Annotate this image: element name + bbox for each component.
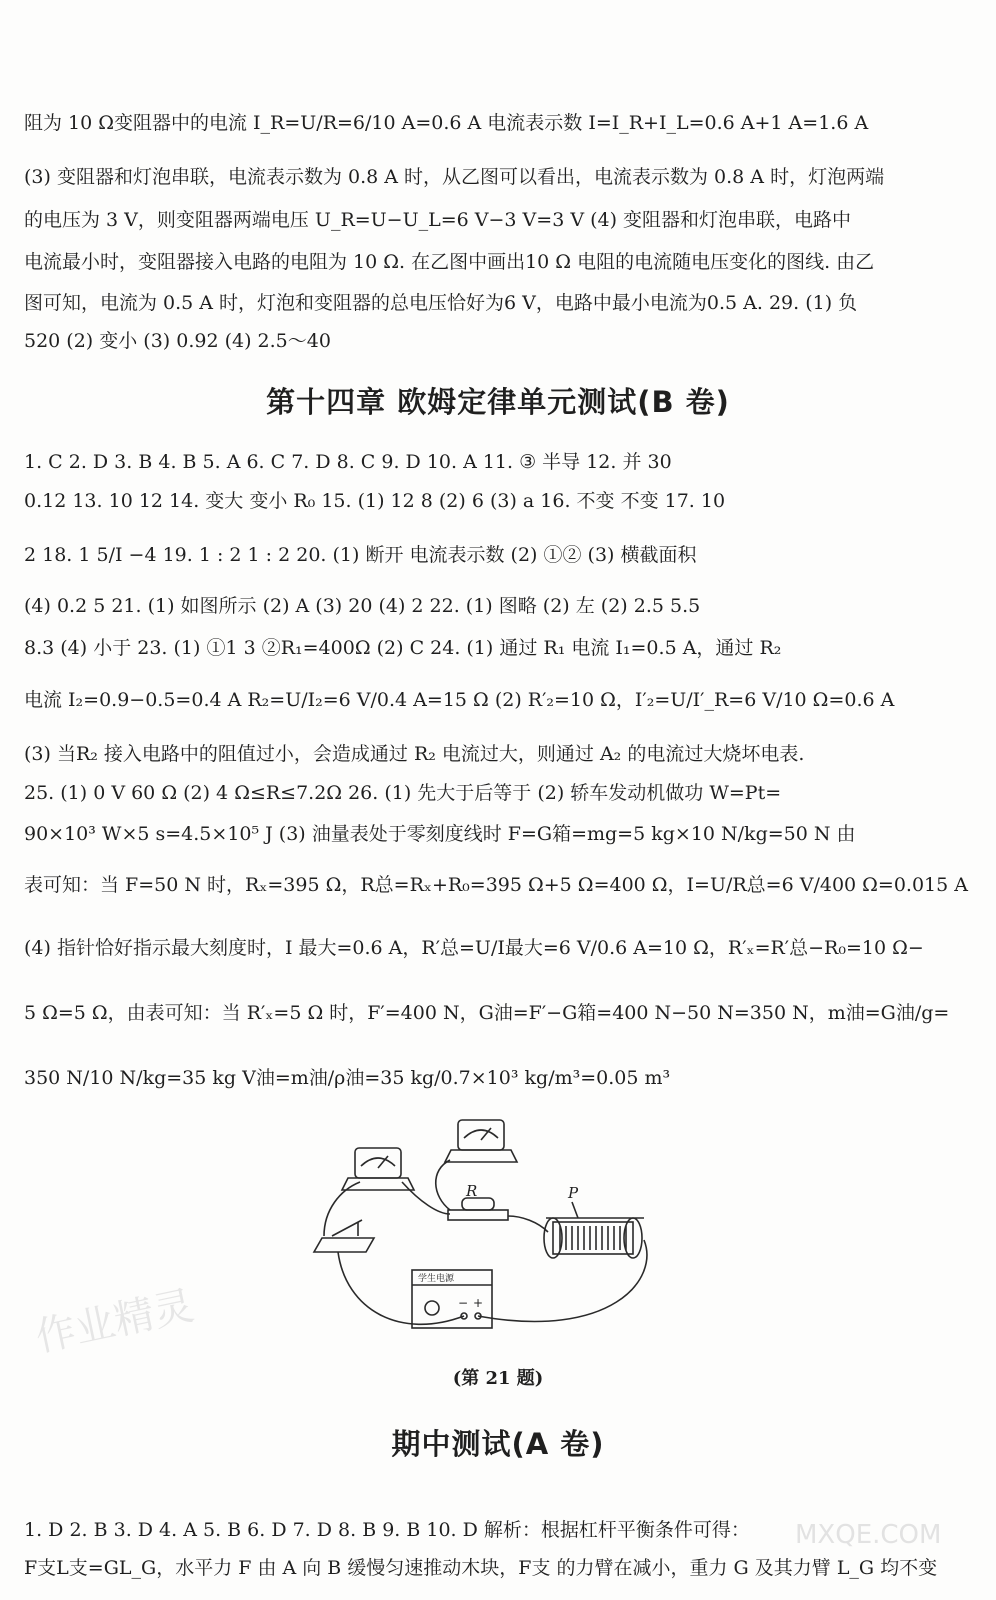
watermark-logo: 作业精灵 bbox=[31, 1282, 198, 1362]
answer-line: (4) 0.2 5 21. (1) 如图所示 (2) A (3) 20 (4) 2 22. (1) 图略 (2) 左 (2) 2.5 5.5 bbox=[24, 595, 701, 617]
answer-line: F支L支=GL_G，水平力 F 由 A 向 B 缓慢匀速推动木块，F支 的力臂在减小，重力 G 及其力臂 L_G 均不变 bbox=[24, 1557, 938, 1579]
answer-line: 25. (1) 0 V 60 Ω (2) 4 Ω≤R≤7.2Ω 26. (1) 先大于后等于 (2) 轿车发动机做功 W=Pt= bbox=[24, 782, 782, 804]
answer-line: 5 Ω=5 Ω，由表可知：当 R′ₓ=5 Ω 时，F′=400 N，G油=F′−G箱=400 N−50 N=350 N，m油=G油/g= bbox=[24, 1002, 950, 1024]
text-line: 阻为 10 Ω变阻器中的电流 I_R=U/R=6/10 A=0.6 A 电流表示数 I=I_R+I_L=0.6 A+1 A=1.6 A bbox=[24, 112, 869, 134]
voltmeter-icon bbox=[445, 1120, 517, 1162]
answer-line: (4) 指针恰好指示最大刻度时，I 最大=0.6 A，R′总=U/I最大=6 V/0.6 A=10 Ω，R′ₓ=R′总−R₀=10 Ω− bbox=[24, 937, 924, 959]
section-title-unit-test: 第十四章 欧姆定律单元测试(B 卷) bbox=[266, 385, 730, 419]
plus-terminal-label: + bbox=[473, 1296, 484, 1310]
answer-line: 电流 I₂=0.9−0.5=0.4 A R₂=U/I₂=6 V/0.4 A=15 Ω (2) R′₂=10 Ω，I′₂=U/I′_R=6 V/10 Ω=0.6 A bbox=[24, 689, 895, 711]
text-line: 的电压为 3 V，则变阻器两端电压 U_R=U−U_L=6 V−3 V=3 V (4) 变阻器和灯泡串联，电路中 bbox=[24, 209, 852, 231]
watermark-site: MXQE.COM bbox=[795, 1520, 942, 1550]
answer-line: (3) 当R₂ 接入电路中的阻值过小，会造成通过 R₂ 电流过大，则通过 A₂ 的电流过大烧坏电表. bbox=[24, 743, 805, 765]
power-supply-label: 学生电源 bbox=[418, 1274, 455, 1284]
answer-line: 350 N/10 N/kg=35 kg V油=m油/ρ油=35 kg/0.7×10³ kg/m³=0.05 m³ bbox=[24, 1067, 671, 1089]
minus-terminal-label: − bbox=[458, 1296, 469, 1310]
figure-caption: (第 21 题) bbox=[452, 1368, 544, 1389]
answer-line: 8.3 (4) 小于 23. (1) ①1 3 ②R₁=400Ω (2) C 24. (1) 通过 R₁ 电流 I₁=0.5 A，通过 R₂ bbox=[24, 637, 782, 659]
answer-line: 90×10³ W×5 s=4.5×10⁵ J (3) 油量表处于零刻度线时 F=G箱=mg=5 kg×10 N/kg=50 N 由 bbox=[24, 823, 856, 845]
text-line: 520 (2) 变小 (3) 0.92 (4) 2.5～40 bbox=[24, 330, 331, 352]
resistor-label: R bbox=[466, 1182, 478, 1200]
resistor-icon bbox=[448, 1198, 508, 1220]
section-title-midterm: 期中测试(A 卷) bbox=[391, 1427, 605, 1461]
rheostat-icon bbox=[544, 1202, 644, 1258]
answer-line: 表可知：当 F=50 N 时，Rₓ=395 Ω，R总=Rₓ+R₀=395 Ω+5 Ω=400 Ω，I=U/R总=6 V/400 Ω=0.015 A bbox=[24, 874, 968, 896]
text-line: 电流最小时，变阻器接入电路的电阻为 10 Ω. 在乙图中画出10 Ω 电阻的电流随电压变化的图线. 由乙 bbox=[24, 251, 875, 273]
circuit-diagram bbox=[310, 1110, 670, 1360]
answer-line: 0.12 13. 10 12 14. 变大 变小 R₀ 15. (1) 12 8 (2) 6 (3) a 16. 不变 不变 17. 10 bbox=[24, 490, 726, 512]
text-line: (3) 变阻器和灯泡串联，电流表示数为 0.8 A 时，从乙图可以看出，电流表示数为 0.8 A 时，灯泡两端 bbox=[24, 166, 885, 188]
answer-line: 1. D 2. B 3. D 4. A 5. B 6. D 7. D 8. B 9. B 10. D 解析：根据杠杆平衡条件可得： bbox=[24, 1519, 750, 1541]
text-line: 图可知，电流为 0.5 A 时，灯泡和变阻器的总电压恰好为6 V，电路中最小电流为0.5 A. 29. (1) 负 bbox=[24, 292, 858, 314]
answer-line: 2 18. 1 5/I −4 19. 1 : 2 1 : 2 20. (1) 断开 电流表示数 (2) ①② (3) 横截面积 bbox=[24, 544, 697, 566]
answer-line: 1. C 2. D 3. B 4. B 5. A 6. C 7. D 8. C 9. D 10. A 11. ③ 半导 12. 并 30 bbox=[24, 451, 672, 473]
slider-label: P bbox=[568, 1184, 579, 1202]
switch-icon bbox=[314, 1220, 374, 1252]
